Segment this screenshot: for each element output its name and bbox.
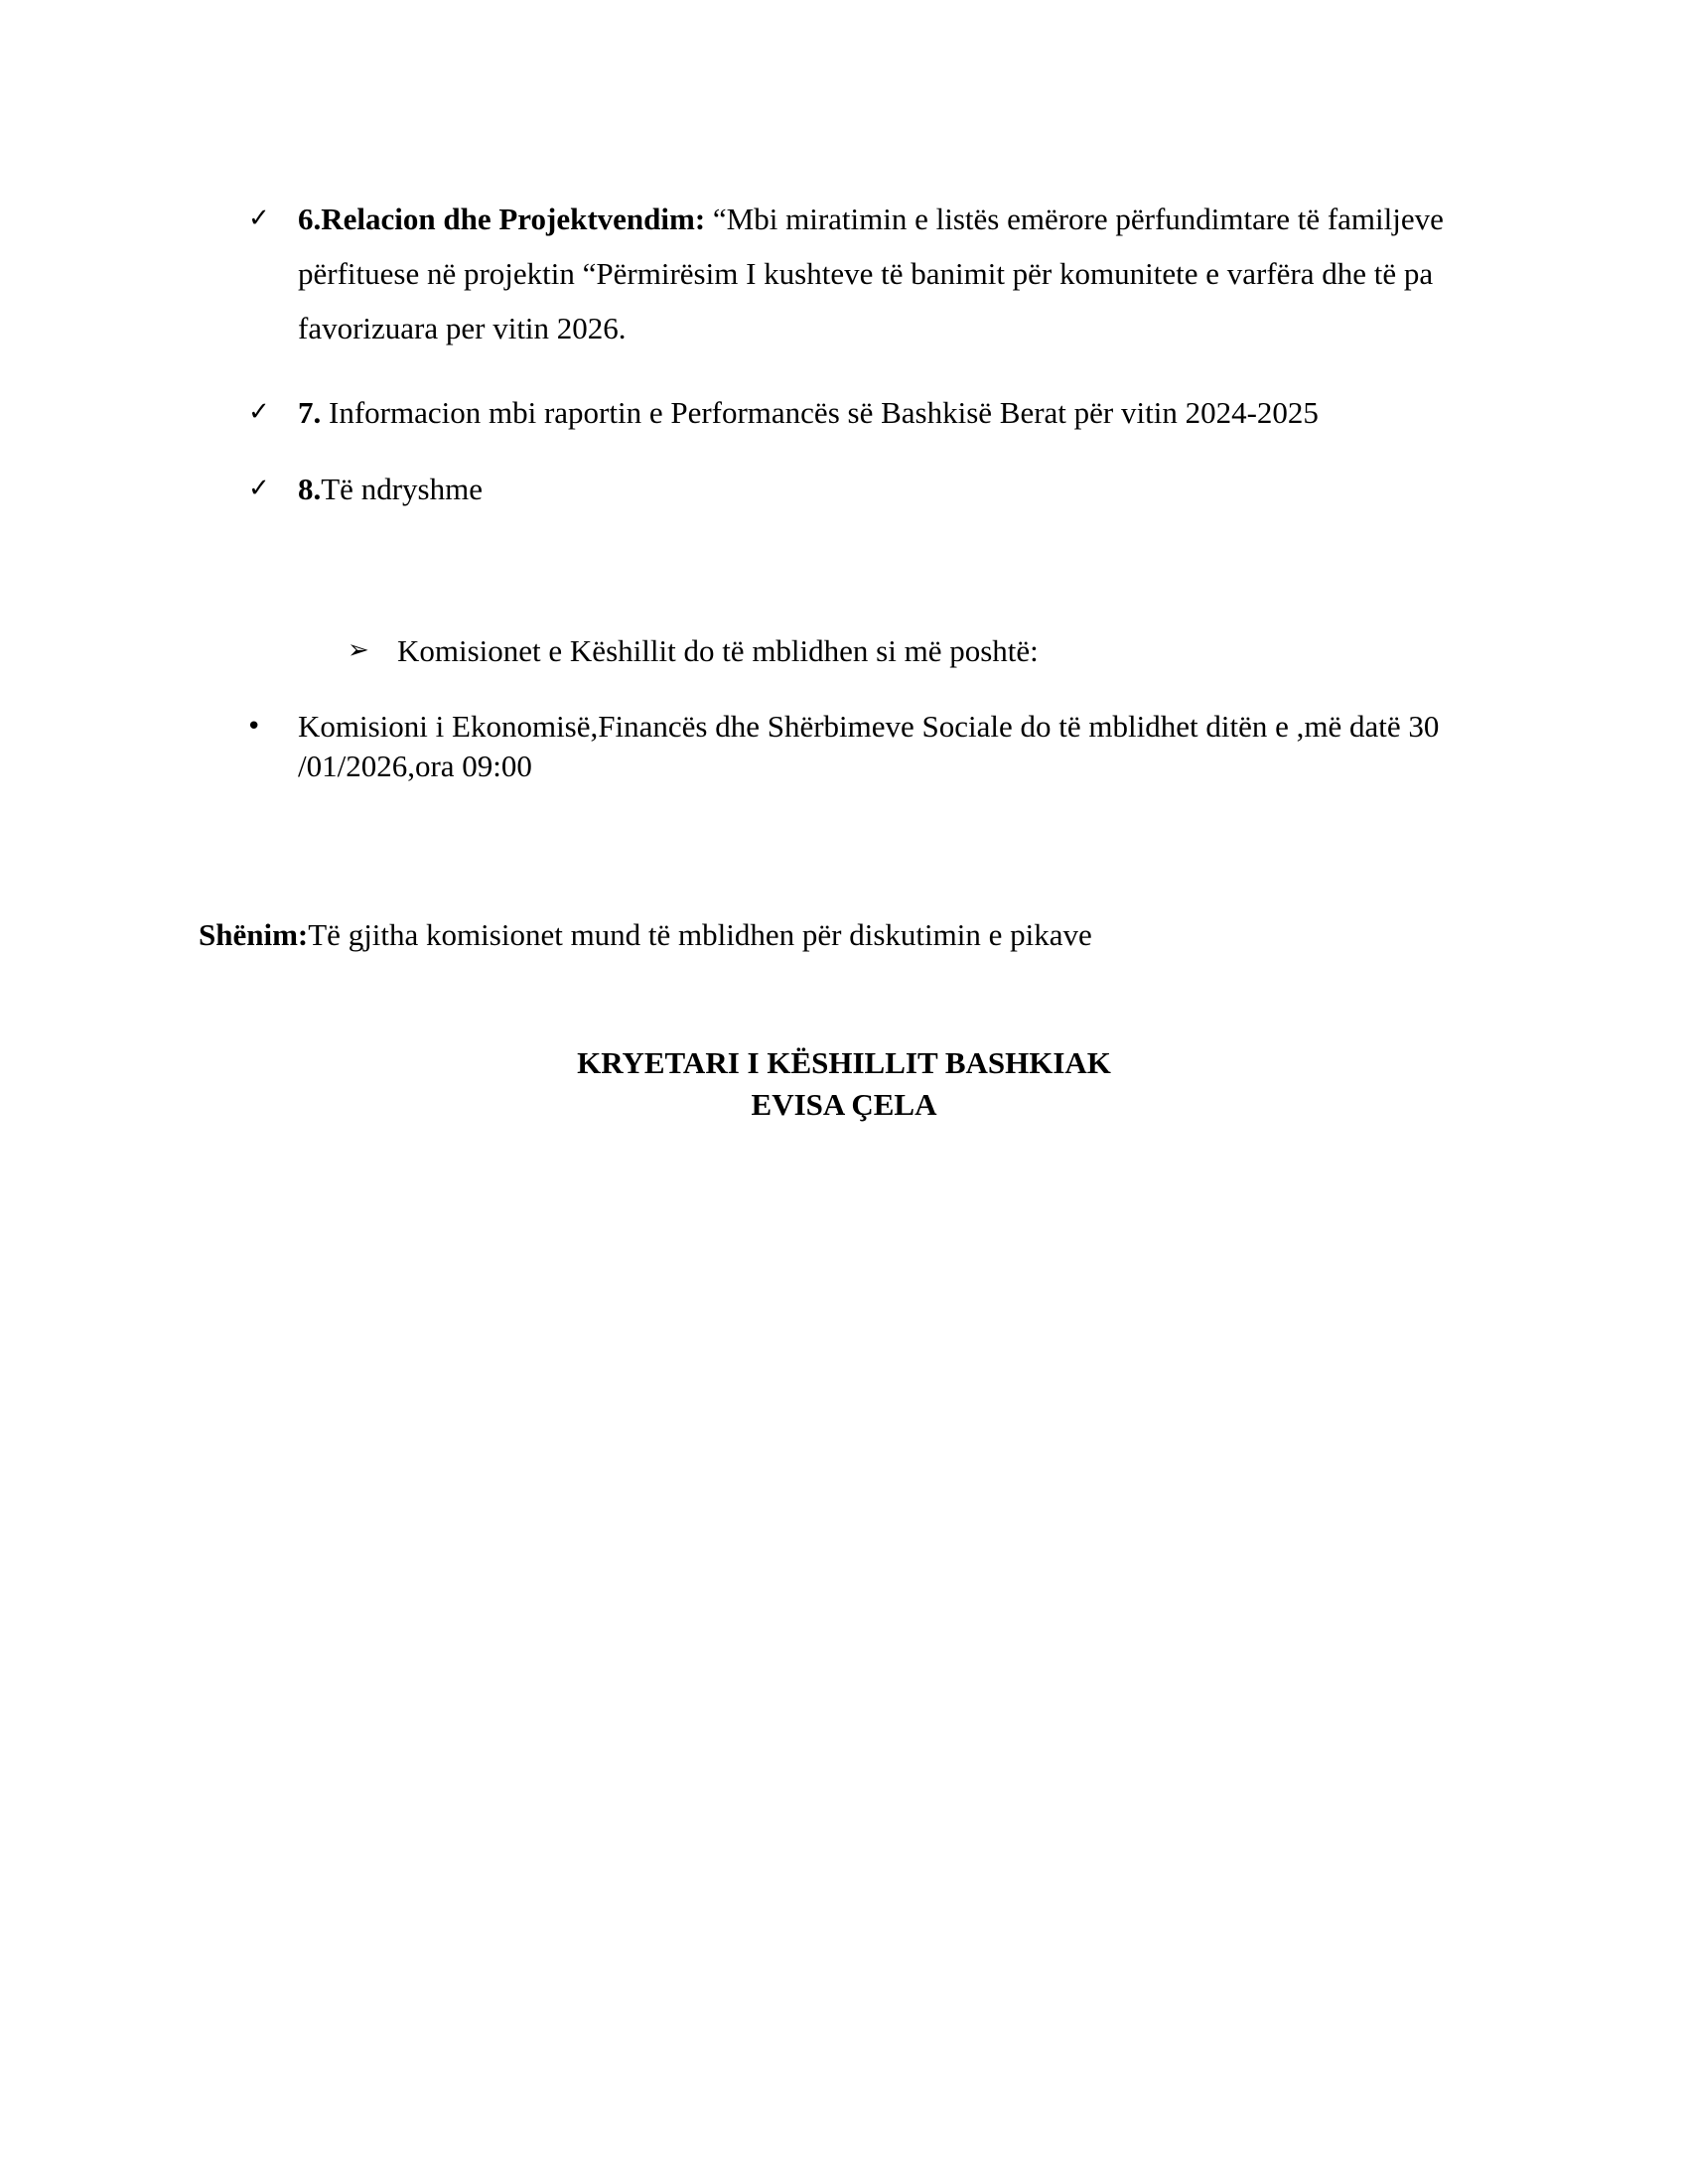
agenda-item-7 [248,385,1450,440]
agenda-item-8 [248,462,1450,516]
commissions-heading [348,623,1390,678]
agenda-item-6-text: “Mbi miratimin e listës emërore përfundimtare të familjeve përfituese në projektin “Përmirësim I kushteve të banimit për komunitete e varfëra dhe të pa favorizuara per vitin 2026. [298,202,1444,345]
agenda-item-7-text: Informacion mbi raportin e Performancës së Bashkisë Berat për vitin 2024-2025 [321,395,1319,430]
note-label: Shënim: [199,917,309,952]
checkmark-icon: ✓ [248,397,270,427]
note-text: Të gjitha komisionet mund të mblidhen për diskutimin e pikave [308,917,1092,952]
signature-name: EVISA ÇELA [751,1087,937,1122]
signature-title: KRYETARI I KËSHILLIT BASHKIAK [577,1045,1111,1080]
commission-item [246,707,1450,786]
checkmark-icon: ✓ [248,474,270,503]
agenda-item-6 [248,192,1450,355]
agenda-item-8-number: 8. [298,472,322,506]
agenda-item-7-number: 7. [298,395,322,430]
arrow-bullet-icon: ➢ [348,635,369,665]
bullet-dot-icon: • [246,712,262,742]
note [199,915,1489,955]
agenda-item-8-text: Të ndryshme [321,472,483,506]
commission-item-text: Komisioni i Ekonomisë,Financës dhe Shërbimeve Sociale do të mblidhet ditën e ,më datë 30 /01/2026,ora 09:00 [298,709,1440,783]
agenda-item-6-number: 6.Relacion dhe Projektvendim: [298,202,706,236]
checkmark-icon: ✓ [248,204,270,233]
commissions-heading-text: Komisionet e Këshillit do të mblidhen si më poshtë: [397,633,1039,668]
